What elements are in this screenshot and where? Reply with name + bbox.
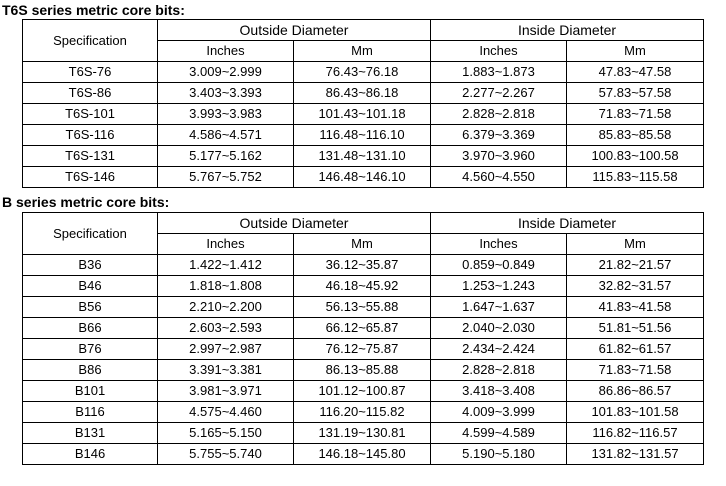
outside-inches-cell: 1.818~1.808 [158, 276, 294, 297]
inside-mm-cell: 71.83~71.58 [567, 104, 704, 125]
inside-mm-cell: 21.82~21.57 [567, 255, 704, 276]
outside-mm-cell: 56.13~55.88 [294, 297, 431, 318]
outside-mm-cell: 76.12~75.87 [294, 339, 431, 360]
spec-cell: T6S-76 [23, 62, 158, 83]
inside-mm-cell: 57.83~57.58 [567, 83, 704, 104]
inside-inches-cell: 2.828~2.818 [431, 104, 567, 125]
outside-mm-cell: 131.19~130.81 [294, 423, 431, 444]
outside-inches-cell: 3.009~2.999 [158, 62, 294, 83]
table-row [23, 444, 704, 465]
outside-inches-header: Inches [158, 234, 294, 255]
inside-mm-cell: 32.82~31.57 [567, 276, 704, 297]
spec-cell: B116 [23, 402, 158, 423]
spec-cell: T6S-101 [23, 104, 158, 125]
inside-inches-cell: 2.828~2.818 [431, 360, 567, 381]
t6s-spec-table [22, 19, 704, 188]
outside-mm-cell: 36.12~35.87 [294, 255, 431, 276]
table-row [23, 360, 704, 381]
outside-inches-cell: 5.177~5.162 [158, 146, 294, 167]
inside-mm-cell: 101.83~101.58 [567, 402, 704, 423]
outside-inches-cell: 5.767~5.752 [158, 167, 294, 188]
outside-mm-header: Mm [294, 41, 431, 62]
inside-inches-header: Inches [431, 234, 567, 255]
outside-mm-cell: 66.12~65.87 [294, 318, 431, 339]
outside-mm-cell: 101.12~100.87 [294, 381, 431, 402]
outside-inches-cell: 4.586~4.571 [158, 125, 294, 146]
inside-inches-cell: 2.434~2.424 [431, 339, 567, 360]
outside-inches-cell: 2.210~2.200 [158, 297, 294, 318]
outside-inches-cell: 3.403~3.393 [158, 83, 294, 104]
inside-mm-cell: 115.83~115.58 [567, 167, 704, 188]
inside-mm-cell: 41.83~41.58 [567, 297, 704, 318]
inside-inches-cell: 6.379~3.369 [431, 125, 567, 146]
outside-inches-cell: 3.391~3.381 [158, 360, 294, 381]
spec-cell: B46 [23, 276, 158, 297]
spec-cell: T6S-131 [23, 146, 158, 167]
inside-diameter-header: Inside Diameter [431, 20, 704, 41]
table-row [23, 297, 704, 318]
inside-inches-cell: 5.190~5.180 [431, 444, 567, 465]
inside-mm-cell: 86.86~86.57 [567, 381, 704, 402]
table-row [23, 381, 704, 402]
table-header-row [23, 213, 704, 234]
inside-mm-cell: 61.82~61.57 [567, 339, 704, 360]
spec-cell: B66 [23, 318, 158, 339]
table-row [23, 83, 704, 104]
inside-inches-cell: 2.040~2.030 [431, 318, 567, 339]
outside-mm-cell: 146.48~146.10 [294, 167, 431, 188]
inside-inches-cell: 1.253~1.243 [431, 276, 567, 297]
inside-diameter-header: Inside Diameter [431, 213, 704, 234]
spec-cell: T6S-116 [23, 125, 158, 146]
inside-inches-cell: 1.647~1.637 [431, 297, 567, 318]
b-section-title: B series metric core bits: [2, 194, 170, 210]
inside-inches-cell: 4.009~3.999 [431, 402, 567, 423]
outside-inches-cell: 3.981~3.971 [158, 381, 294, 402]
table-row [23, 62, 704, 83]
specification-header: Specification [23, 20, 158, 62]
outside-mm-header: Mm [294, 234, 431, 255]
table-row [23, 167, 704, 188]
table-row [23, 255, 704, 276]
inside-mm-header: Mm [567, 234, 704, 255]
table-row [23, 276, 704, 297]
outside-inches-cell: 4.575~4.460 [158, 402, 294, 423]
outside-mm-cell: 131.48~131.10 [294, 146, 431, 167]
table-row [23, 339, 704, 360]
b-spec-table [22, 212, 704, 465]
inside-inches-cell: 3.970~3.960 [431, 146, 567, 167]
table-row [23, 402, 704, 423]
inside-mm-cell: 131.82~131.57 [567, 444, 704, 465]
outside-inches-cell: 1.422~1.412 [158, 255, 294, 276]
inside-mm-cell: 100.83~100.58 [567, 146, 704, 167]
spec-cell: T6S-146 [23, 167, 158, 188]
outside-inches-cell: 5.755~5.740 [158, 444, 294, 465]
outside-diameter-header: Outside Diameter [158, 20, 431, 41]
inside-mm-cell: 71.83~71.58 [567, 360, 704, 381]
t6s-section-title: T6S series metric core bits: [2, 2, 185, 18]
outside-mm-cell: 116.20~115.82 [294, 402, 431, 423]
spec-cell: B131 [23, 423, 158, 444]
outside-inches-cell: 5.165~5.150 [158, 423, 294, 444]
inside-inches-cell: 4.599~4.589 [431, 423, 567, 444]
inside-inches-header: Inches [431, 41, 567, 62]
spec-cell: T6S-86 [23, 83, 158, 104]
inside-inches-cell: 2.277~2.267 [431, 83, 567, 104]
outside-mm-cell: 146.18~145.80 [294, 444, 431, 465]
spec-cell: B36 [23, 255, 158, 276]
inside-mm-cell: 85.83~85.58 [567, 125, 704, 146]
inside-mm-cell: 51.81~51.56 [567, 318, 704, 339]
spec-cell: B146 [23, 444, 158, 465]
table-row [23, 423, 704, 444]
outside-mm-cell: 86.43~86.18 [294, 83, 431, 104]
t6s-table-body [23, 62, 704, 188]
inside-inches-cell: 1.883~1.873 [431, 62, 567, 83]
inside-mm-header: Mm [567, 41, 704, 62]
outside-inches-cell: 3.993~3.983 [158, 104, 294, 125]
outside-mm-cell: 116.48~116.10 [294, 125, 431, 146]
b-table-body [23, 255, 704, 465]
table-header-row [23, 20, 704, 41]
outside-diameter-header: Outside Diameter [158, 213, 431, 234]
outside-inches-cell: 2.997~2.987 [158, 339, 294, 360]
spec-cell: B86 [23, 360, 158, 381]
outside-mm-cell: 76.43~76.18 [294, 62, 431, 83]
inside-mm-cell: 47.83~47.58 [567, 62, 704, 83]
spec-cell: B76 [23, 339, 158, 360]
inside-inches-cell: 0.859~0.849 [431, 255, 567, 276]
spec-cell: B56 [23, 297, 158, 318]
outside-mm-cell: 46.18~45.92 [294, 276, 431, 297]
inside-inches-cell: 3.418~3.408 [431, 381, 567, 402]
outside-mm-cell: 101.43~101.18 [294, 104, 431, 125]
table-row [23, 125, 704, 146]
inside-inches-cell: 4.560~4.550 [431, 167, 567, 188]
table-row [23, 318, 704, 339]
table-row [23, 104, 704, 125]
outside-mm-cell: 86.13~85.88 [294, 360, 431, 381]
outside-inches-header: Inches [158, 41, 294, 62]
spec-cell: B101 [23, 381, 158, 402]
inside-mm-cell: 116.82~116.57 [567, 423, 704, 444]
outside-inches-cell: 2.603~2.593 [158, 318, 294, 339]
table-row [23, 146, 704, 167]
specification-header: Specification [23, 213, 158, 255]
